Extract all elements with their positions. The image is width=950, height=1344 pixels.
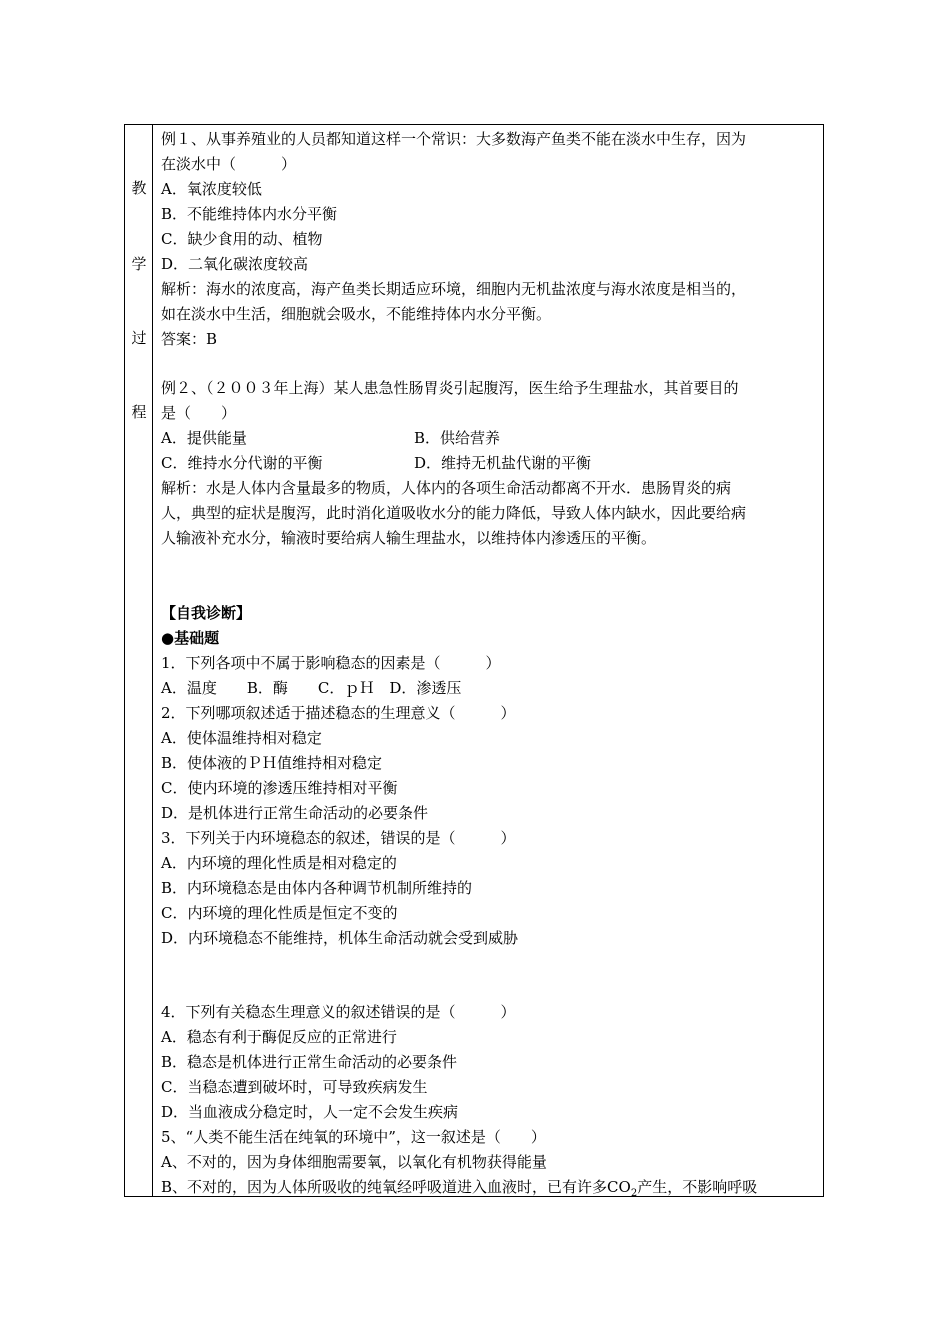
example2-option-d: D．维持无机盐代谢的平衡 [414,454,592,472]
question-5-option-a: A、不对的，因为身体细胞需要氧，以氧化有机物获得能量 [161,1153,547,1171]
side-label-char: 教 [131,179,147,197]
question-3-option: B．内环境稳态是由体内各种调节机制所维持的 [161,879,473,897]
example2-analysis-cont: 人，典型的症状是腹泻，此时消化道吸收水分的能力降低，导致人体内缺水，因此要给病 [161,504,747,522]
question-3: 3．下列关于内环境稳态的叙述，错误的是（ ） [161,829,516,847]
section-heading: 【自我诊断】 [161,604,252,622]
question-4-option: B．稳态是机体进行正常生命活动的必要条件 [161,1053,458,1071]
example1-analysis-cont: 如在淡水中生活，细胞就会吸水，不能维持体内水分平衡。 [161,305,552,323]
question-1-options: A．温度 B．酶 C．ｐＨ D．渗透压 [161,679,462,697]
question-2-option: C．使内环境的渗透压维持相对平衡 [161,779,398,797]
co2-formula [607,1178,638,1199]
co2-subscript: 2 [630,1188,638,1199]
example2-question-cont: 是（ ） [161,404,237,422]
question-3-option: C．内环境的理化性质是恒定不变的 [161,904,398,922]
option-b-text-cont: 产生，不影响呼吸 [637,1178,758,1196]
example2-analysis-cont: 人输液补充水分，输液时要给病人输生理盐水，以维持体内渗透压的平衡。 [161,529,657,547]
side-label-char: 过 [131,329,147,347]
example2-analysis: 解析：水是人体内含量最多的物质，人体内的各项生命活动都离不开水．患肠胃炎的病 [161,479,732,497]
question-4-option: C．当稳态遭到破坏时，可导致疾病发生 [161,1078,428,1096]
example1-option: C．缺少食用的动、植物 [161,230,323,248]
example1-question-cont: 在淡水中（ ） [161,155,297,173]
example1-option: B．不能维持体内水分平衡 [161,205,338,223]
question-2-option: D．是机体进行正常生命活动的必要条件 [161,804,429,822]
side-label-column [125,125,153,1196]
example1-question: 例１、从事养殖业的人员都知道这样一个常识：大多数海产鱼类不能在淡水中生存，因为 [161,130,747,148]
example2-option-a: A．提供能量 [161,429,247,447]
side-label-char: 学 [131,255,147,273]
question-5: 5、“人类不能生活在纯氧的环境中”，这一叙述是（ ） [161,1128,546,1146]
question-2-option: A．使体温维持相对稳定 [161,729,322,747]
example1-answer: 答案：B [161,330,218,348]
question-3-option: D．内环境稳态不能维持，机体生命活动就会受到威胁 [161,929,519,947]
question-4-option: D．当血液成分稳定时，人一定不会发生疾病 [161,1103,459,1121]
section-subheading: ●基础题 [161,629,220,647]
example2-option-b: B．供给营养 [414,429,501,447]
co2-base: CO [607,1178,631,1196]
example2-question: 例２、（２００３年上海）某人患急性肠胃炎引起腹泻，医生给予生理盐水，其首要目的 [161,379,739,397]
question-1: 1．下列各项中不属于影响稳态的因素是（ ） [161,654,501,672]
option-b-text: B、不对的，因为人体所吸收的纯氧经呼吸道进入血液时，已有许多 [161,1178,608,1196]
example1-option: A．氧浓度较低 [161,180,262,198]
question-2-option: B．使体液的ＰＨ值维持相对稳定 [161,754,383,772]
example2-option-c: C．维持水分代谢的平衡 [161,454,323,472]
question-3-option: A．内环境的理化性质是相对稳定的 [161,854,397,872]
question-4-option: A．稳态有利于酶促反应的正常进行 [161,1028,397,1046]
question-2: 2．下列哪项叙述适于描述稳态的生理意义（ ） [161,704,516,722]
example1-option: D．二氧化碳浓度较高 [161,255,309,273]
question-5-option-b [161,1177,757,1197]
side-label-char: 程 [131,403,147,421]
example1-analysis: 解析：海水的浓度高，海产鱼类长期适应环境，细胞内无机盐浓度与海水浓度是相当的， [161,280,747,298]
lesson-table [124,124,824,1197]
question-4: 4．下列有关稳态生理意义的叙述错误的是（ ） [161,1003,516,1021]
